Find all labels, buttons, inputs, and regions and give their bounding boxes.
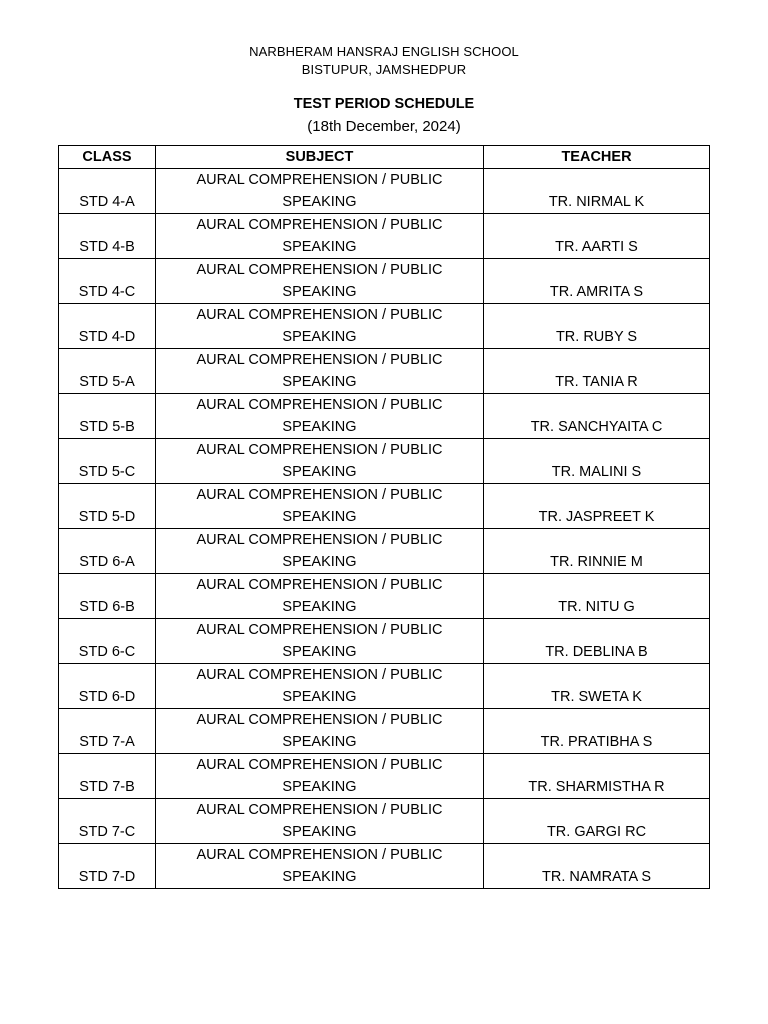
class-cell: STD 7-C (59, 799, 156, 844)
subject-line-1: AURAL COMPREHENSION / PUBLIC (196, 172, 443, 188)
subject-line-2: SPEAKING (282, 284, 357, 300)
subject-line-1: AURAL COMPREHENSION / PUBLIC (196, 757, 443, 773)
class-cell: STD 6-B (59, 574, 156, 619)
school-location: BISTUPUR, JAMSHEDPUR (301, 62, 467, 77)
teacher-cell: TR. TANIA R (484, 349, 710, 394)
subject-line-2: SPEAKING (282, 239, 357, 255)
table-header-row (59, 146, 710, 169)
class-cell: STD 4-A (59, 169, 156, 214)
subject-line-2: SPEAKING (282, 779, 357, 795)
class-cell: STD 4-B (59, 214, 156, 259)
subject-line-1: AURAL COMPREHENSION / PUBLIC (196, 307, 443, 323)
teacher-cell: TR. SHARMISTHA R (484, 754, 710, 799)
class-cell: STD 5-B (59, 394, 156, 439)
teacher-cell: TR. NITU G (484, 574, 710, 619)
subject-cell (156, 799, 484, 844)
teacher-cell: TR. AMRITA S (484, 259, 710, 304)
subject-cell (156, 349, 484, 394)
subject-line-1: AURAL COMPREHENSION / PUBLIC (196, 397, 443, 413)
class-cell: STD 6-C (59, 619, 156, 664)
subject-line-1: AURAL COMPREHENSION / PUBLIC (196, 487, 443, 503)
teacher-cell: TR. DEBLINA B (484, 619, 710, 664)
subject-line-2: SPEAKING (282, 869, 357, 885)
subject-line-2: SPEAKING (282, 734, 357, 750)
column-header-teacher: TEACHER (484, 146, 710, 169)
table-row (59, 439, 710, 484)
subject-line-2: SPEAKING (282, 374, 357, 390)
class-cell: STD 5-A (59, 349, 156, 394)
subject-cell (156, 574, 484, 619)
table-row (59, 349, 710, 394)
table-row (59, 259, 710, 304)
subject-line-2: SPEAKING (282, 419, 357, 435)
subject-cell (156, 664, 484, 709)
table-row (59, 619, 710, 664)
subject-cell (156, 619, 484, 664)
table-row (59, 394, 710, 439)
teacher-cell: TR. JASPREET K (484, 484, 710, 529)
subject-line-1: AURAL COMPREHENSION / PUBLIC (196, 712, 443, 728)
subject-cell (156, 439, 484, 484)
subject-line-2: SPEAKING (282, 644, 357, 660)
class-cell: STD 5-C (59, 439, 156, 484)
teacher-cell: TR. GARGI RC (484, 799, 710, 844)
subject-line-2: SPEAKING (282, 464, 357, 480)
subject-line-1: AURAL COMPREHENSION / PUBLIC (196, 577, 443, 593)
subject-line-2: SPEAKING (282, 329, 357, 345)
table-body (59, 169, 710, 889)
table-row (59, 844, 710, 889)
column-header-class: CLASS (59, 146, 156, 169)
subject-line-1: AURAL COMPREHENSION / PUBLIC (196, 262, 443, 278)
class-cell: STD 7-B (59, 754, 156, 799)
subject-line-1: AURAL COMPREHENSION / PUBLIC (196, 622, 443, 638)
subject-line-1: AURAL COMPREHENSION / PUBLIC (196, 442, 443, 458)
teacher-cell: TR. PRATIBHA S (484, 709, 710, 754)
class-cell: STD 7-A (59, 709, 156, 754)
subject-line-2: SPEAKING (282, 194, 357, 210)
school-name: NARBHERAM HANSRAJ ENGLISH SCHOOL (249, 44, 519, 59)
teacher-cell: TR. AARTI S (484, 214, 710, 259)
class-cell: STD 4-D (59, 304, 156, 349)
subject-line-1: AURAL COMPREHENSION / PUBLIC (196, 802, 443, 818)
teacher-cell: TR. NAMRATA S (484, 844, 710, 889)
table-row (59, 484, 710, 529)
subject-cell (156, 709, 484, 754)
table-row (59, 754, 710, 799)
subject-cell (156, 754, 484, 799)
table-row (59, 574, 710, 619)
subject-cell (156, 529, 484, 574)
table-row (59, 529, 710, 574)
class-cell: STD 5-D (59, 484, 156, 529)
class-cell: STD 7-D (59, 844, 156, 889)
subject-cell (156, 844, 484, 889)
table-row (59, 169, 710, 214)
subject-line-1: AURAL COMPREHENSION / PUBLIC (196, 352, 443, 368)
table-row (59, 799, 710, 844)
teacher-cell: TR. SANCHYAITA C (484, 394, 710, 439)
table-row (59, 304, 710, 349)
table-row (59, 214, 710, 259)
teacher-cell: TR. SWETA K (484, 664, 710, 709)
subject-cell (156, 259, 484, 304)
column-header-subject: SUBJECT (156, 146, 484, 169)
subject-line-1: AURAL COMPREHENSION / PUBLIC (196, 217, 443, 233)
subject-cell (156, 484, 484, 529)
teacher-cell: TR. NIRMAL K (484, 169, 710, 214)
document-date: (18th December, 2024) (307, 118, 461, 135)
class-cell: STD 6-D (59, 664, 156, 709)
subject-cell (156, 394, 484, 439)
table-row (59, 664, 710, 709)
schedule-table (58, 145, 710, 889)
teacher-cell: TR. RINNIE M (484, 529, 710, 574)
class-cell: STD 6-A (59, 529, 156, 574)
subject-line-2: SPEAKING (282, 599, 357, 615)
class-cell: STD 4-C (59, 259, 156, 304)
subject-line-1: AURAL COMPREHENSION / PUBLIC (196, 532, 443, 548)
subject-cell (156, 304, 484, 349)
teacher-cell: TR. MALINI S (484, 439, 710, 484)
table-row (59, 709, 710, 754)
teacher-cell: TR. RUBY S (484, 304, 710, 349)
subject-cell (156, 169, 484, 214)
subject-line-1: AURAL COMPREHENSION / PUBLIC (196, 847, 443, 863)
subject-line-1: AURAL COMPREHENSION / PUBLIC (196, 667, 443, 683)
document-title: TEST PERIOD SCHEDULE (293, 96, 475, 112)
subject-cell (156, 214, 484, 259)
subject-line-2: SPEAKING (282, 509, 357, 525)
subject-line-2: SPEAKING (282, 689, 357, 705)
subject-line-2: SPEAKING (282, 554, 357, 570)
subject-line-2: SPEAKING (282, 824, 357, 840)
